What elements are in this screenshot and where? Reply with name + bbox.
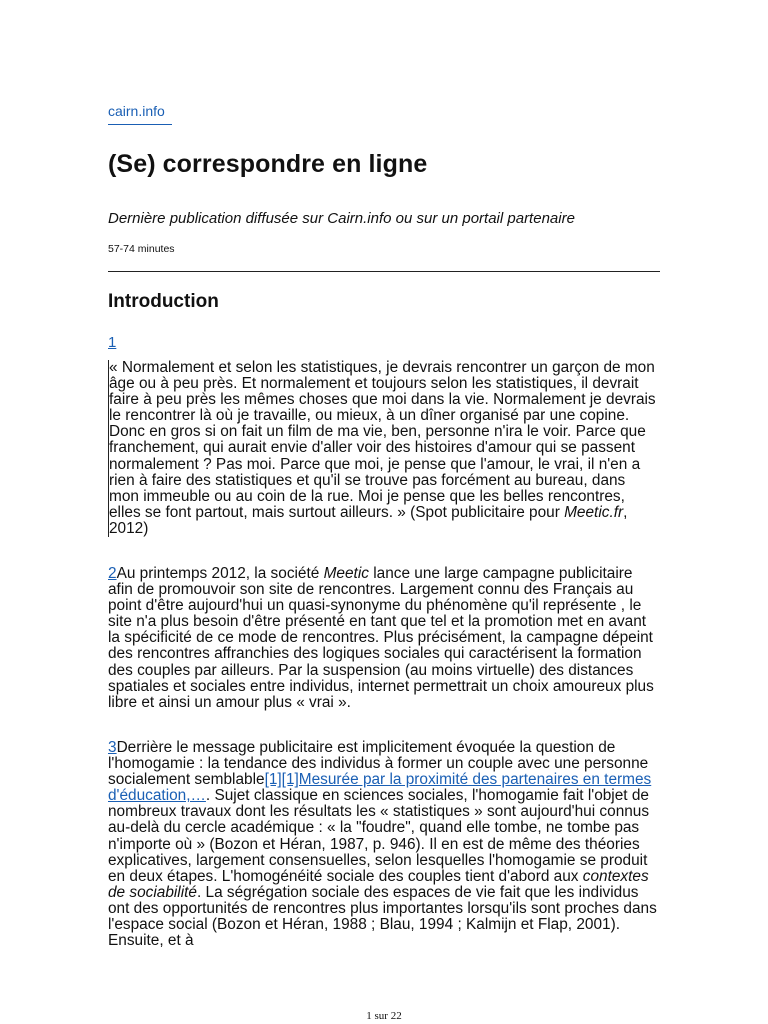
paragraph [108,566,660,711]
paragraph-italic: contextes de sociabilité [108,867,649,901]
paragraph-number-link[interactable]: 1 [108,334,117,351]
reading-duration: 57-74 minutes [108,243,175,255]
quote-text: « Normalement et selon les statistiques, je devrais rencontrer un garçon de mon âge ou à peu près. Et normalement et toujours selon les statistiques, il devrait faire à peu près les mêmes choses que moi dans la vie. Normalement je devrais le rencontrer là où je travaille, ou mieux, à un dîner organisé par une copine. Donc en gros si on fait un film de ma vie, ben, personne n'ira le voir. Parce que franchement, qui aurait envie d'aller voir des histoires d'amour qui se passent normalement ? Pas moi. Parce que moi, je pense que l'amour, le vrai, il n'en a rien à faire des statistiques et qu'il se trouve pas forcément au bureau, dans mon immeuble ou au coin de la rue. Moi je pense que les belles rencontres, elles se font partout, mais surtout ailleurs. » (Spot publicitaire pour [109,359,656,521]
paragraph-number-link[interactable]: 2 [108,565,117,582]
section-title: Introduction [108,291,219,312]
article-subtitle: Dernière publication diffusée sur Cairn.info ou sur un portail partenaire [108,210,575,227]
quote-paragraph [108,360,659,537]
paragraph-text: lance une large campagne publicitaire afin de promouvoir son site de rencontres. Largement connu des Français au point d'être aujourd'hui un quasi-synonyme du phénomène qu'il représente , le site n'a plus besoin d'être présenté en tant que tel et la promotion met en avant la spécificité de ce mode de rencontres. Plus précisément, la campagne dépeint des rencontres affranchies des logiques sociales qui caractérisent la formation des couples par ailleurs. Par la suspension (au moins virtuelle) des distances spatiales et sociales entre individus, internet permettrait un choix amoureux plus libre et ainsi un amour plus « vrai ». [108,565,654,711]
divider [108,271,660,272]
quote-end: , 2012) [109,503,628,537]
paragraph-text: Au printemps 2012, la société [116,565,324,582]
paragraph-text: . Sujet classique en sciences sociales, l'homogamie fait l'objet de nombreux travaux dont les résultats les « statistiques » sont aujourd'hui connus au-delà du cercle académique : « la "foudre", quand elle tombe, ne tombe pas n'importe où » (Bozon et Héran, 1987, p. 946). Il en est de même des théories explicatives, largement consensuelles, selon lesquelles l'homogamie se produit en deux étapes. L'homogénéité sociale des couples tient d'abord aux [108,787,650,885]
page-counter: 1 sur 22 [366,1010,402,1022]
paragraph-text: Derrière le message publicitaire est implicitement évoquée la question de l'homogamie : la tendance des individus à former un couple avec une personne socialement semblable [108,739,649,789]
site-link[interactable]: cairn.info [108,103,172,125]
paragraph [108,740,660,949]
article-title: (Se) correspondre en ligne [108,150,428,178]
paragraph-number-link[interactable]: 3 [108,739,117,756]
paragraph-italic: Meetic [323,565,369,582]
footnote-link[interactable]: [1][1]Mesurée par la proximité des partenaires en termes d'éducation,… [108,771,652,805]
paragraph-text: . La ségrégation sociale des espaces de vie fait que les individus ont des opportunités de rencontres plus importantes lorsqu'ils sont proches dans l'espace social (Bozon et Héran, 1988 ; Blau, 1994 ; Kalmijn et Flap, 2001). Ensuite, et à [108,883,657,950]
quote-source: Meetic.fr [564,503,624,521]
